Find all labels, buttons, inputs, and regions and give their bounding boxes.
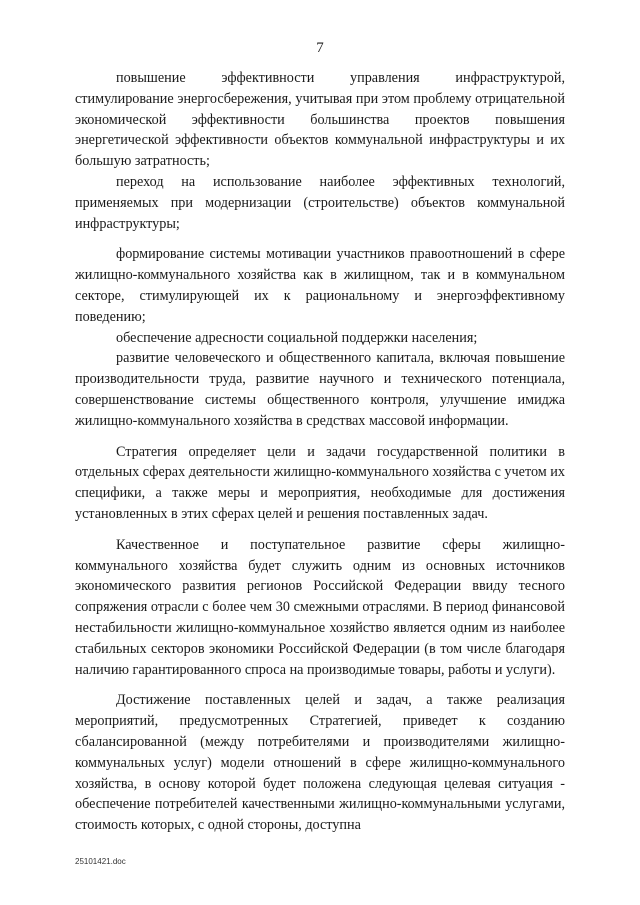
paragraph-achievement: Достижение поставленных целей и задач, а также реализация мероприятий, предусмотренных Стратегией, приведет к созданию сбалансированной (между потребителями и производителями жилищно-коммунальных услуг) модели отношений в сфере жилищно-коммунального хозяйства, в основу которой будет положена следующая целевая ситуация - обеспечение потребителей качественными жилищно-коммунальными услугами, стоимость которых, с одной стороны, доступна — [75, 692, 565, 834]
paragraph-human-capital: развитие человеческого и общественного капитала, включая повышение производительности труда, развитие научного и технического потенциала, совершенствование системы общественного контроля, улучшение имиджа жилищно-коммунального хозяйства в средствах массовой информации. — [75, 350, 565, 429]
page-number: 7 — [316, 40, 324, 56]
paragraph-development: Качественное и поступательное развитие сферы жилищно-коммунального хозяйства будет служить одним из основных источников экономического развития регионов Российской Федерации ввиду тесного сопряжения отрасли с более чем 30 смежными отраслями. В период финансовой нестабильности жилищно-коммунальное хозяйство является одним из наиболее стабильных секторов экономики Российской Федерации (в том числе благодаря наличию гарантированного спроса на производимые товары, работы и услуги). — [75, 536, 565, 678]
paragraph-strategy-goals: Стратегия определяет цели и задачи государственной политики в отдельных сферах деятельности жилищно-коммунального хозяйства с учетом их специфики, а также меры и мероприятия, необходимые для достижения установленных в этих сферах целей и решения поставленных задач. — [75, 443, 565, 522]
paragraph-motivation: формирование системы мотивации участников правоотношений в сфере жилищно-коммунального хозяйства как в жилищном, так и в коммунальном секторе, стимулирующей их к рациональному и энергоэффективному поведению; — [75, 246, 565, 325]
paragraph-efficiency: повышение эффективности управления инфраструктурой, стимулирование энергосбережения, учитывая при этом проблему отрицательной экономической эффективности большинства проектов повышения энергетической эффективности объектов коммунальной инфраструктуры и их большую затратность; — [75, 70, 565, 170]
document-filename: 25101421.doc — [75, 857, 126, 866]
paragraph-social-support: обеспечение адресности социальной поддержки населения; — [116, 329, 478, 346]
paragraph-technologies: переход на использование наиболее эффективных технологий, применяемых при модернизации (строительстве) объектов коммунальной инфраструктуры; — [75, 173, 565, 232]
document-body — [75, 68, 565, 836]
